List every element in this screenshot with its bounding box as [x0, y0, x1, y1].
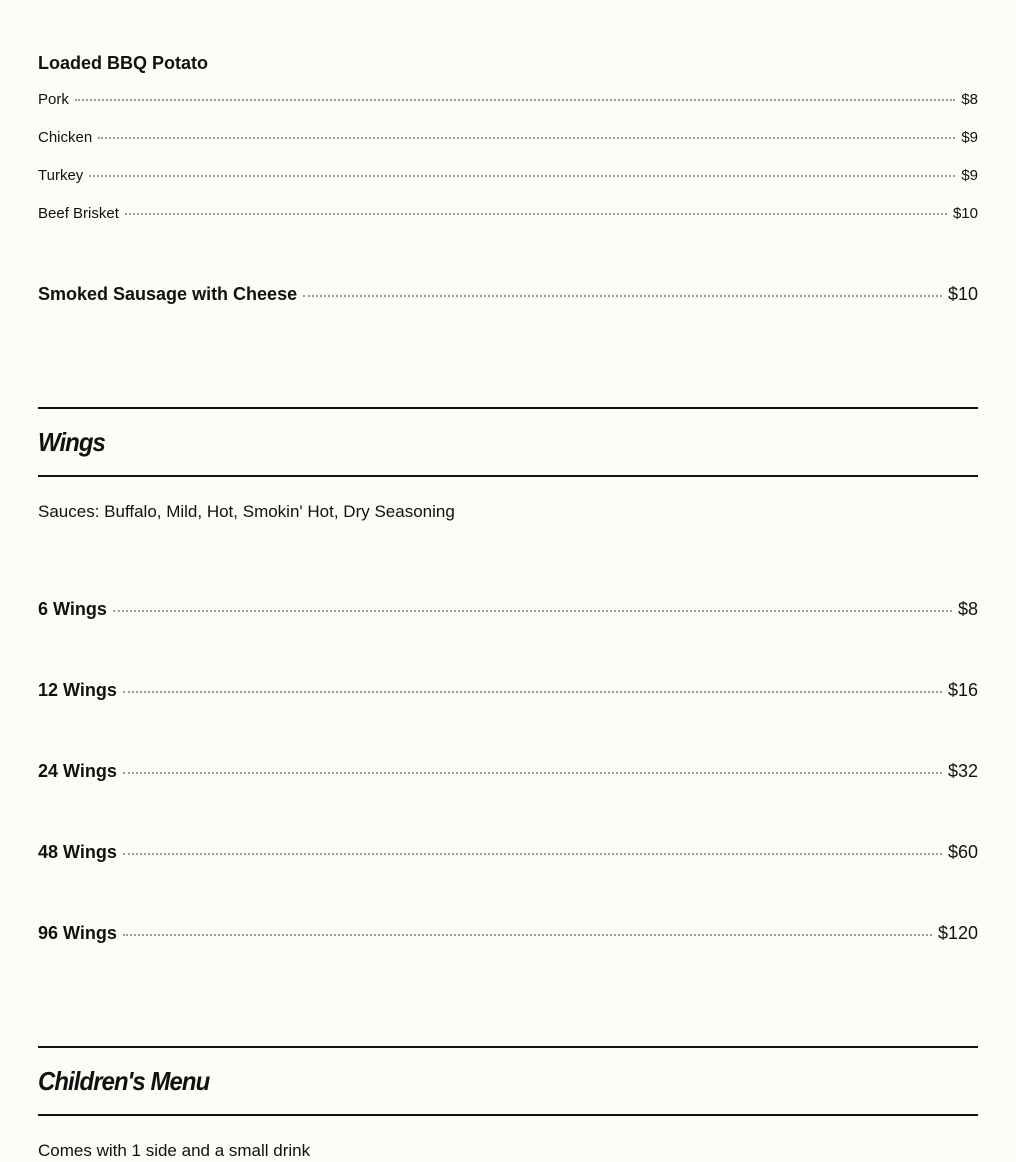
menu-item-beef-brisket	[38, 205, 978, 223]
menu-item-96-wings	[38, 922, 978, 944]
menu-item-smoked-sausage	[38, 283, 978, 305]
item-name: Beef Brisket	[38, 205, 119, 222]
dot-leader	[125, 213, 947, 215]
item-price: $9	[961, 167, 978, 184]
section-divider-bottom	[38, 1114, 978, 1116]
dot-leader	[113, 610, 952, 612]
dot-leader	[123, 934, 932, 936]
item-name: Chicken	[38, 129, 93, 146]
item-name: Smoked Sausage with Cheese	[38, 284, 298, 304]
item-price: $10	[952, 205, 978, 222]
item-price: $8	[961, 91, 978, 108]
section-divider-top	[38, 407, 978, 409]
menu-item-24-wings	[38, 760, 978, 782]
item-price: $9	[961, 129, 978, 146]
item-name: 48 Wings	[38, 842, 117, 862]
item-price: $10	[947, 284, 978, 304]
menu-item-48-wings	[38, 841, 978, 863]
dot-leader	[123, 691, 942, 693]
section-divider-top	[38, 1046, 978, 1048]
dot-leader	[75, 99, 955, 101]
childrens-menu-note: Comes with 1 side and a small drink	[38, 1141, 311, 1160]
item-name: 24 Wings	[38, 761, 117, 781]
item-price: $60	[947, 842, 978, 862]
item-name: 12 Wings	[38, 680, 117, 700]
dot-leader	[303, 295, 942, 297]
item-price: $120	[937, 923, 978, 943]
item-price: $8	[957, 599, 978, 619]
menu-item-pork	[38, 91, 978, 109]
item-name: Turkey	[38, 167, 84, 184]
menu-item-chicken	[38, 129, 978, 147]
menu-item-turkey	[38, 167, 978, 185]
childrens-menu-section-title: Children's Menu	[38, 1066, 210, 1096]
item-name: Pork	[38, 91, 69, 108]
dot-leader	[123, 772, 942, 774]
item-name: 6 Wings	[38, 599, 107, 619]
dot-leader	[89, 175, 955, 177]
item-name: 96 Wings	[38, 923, 117, 943]
dot-leader	[98, 137, 955, 139]
wings-section-title: Wings	[38, 427, 105, 457]
menu-item-6-wings	[38, 598, 978, 620]
section-divider-bottom	[38, 475, 978, 477]
item-price: $16	[947, 680, 978, 700]
wings-sauces-note: Sauces: Buffalo, Mild, Hot, Smokin' Hot, Dry Seasoning	[38, 502, 455, 521]
loaded-bbq-potato-title: Loaded BBQ Potato	[38, 53, 208, 73]
dot-leader	[123, 853, 942, 855]
item-price: $32	[947, 761, 978, 781]
menu-item-12-wings	[38, 679, 978, 701]
